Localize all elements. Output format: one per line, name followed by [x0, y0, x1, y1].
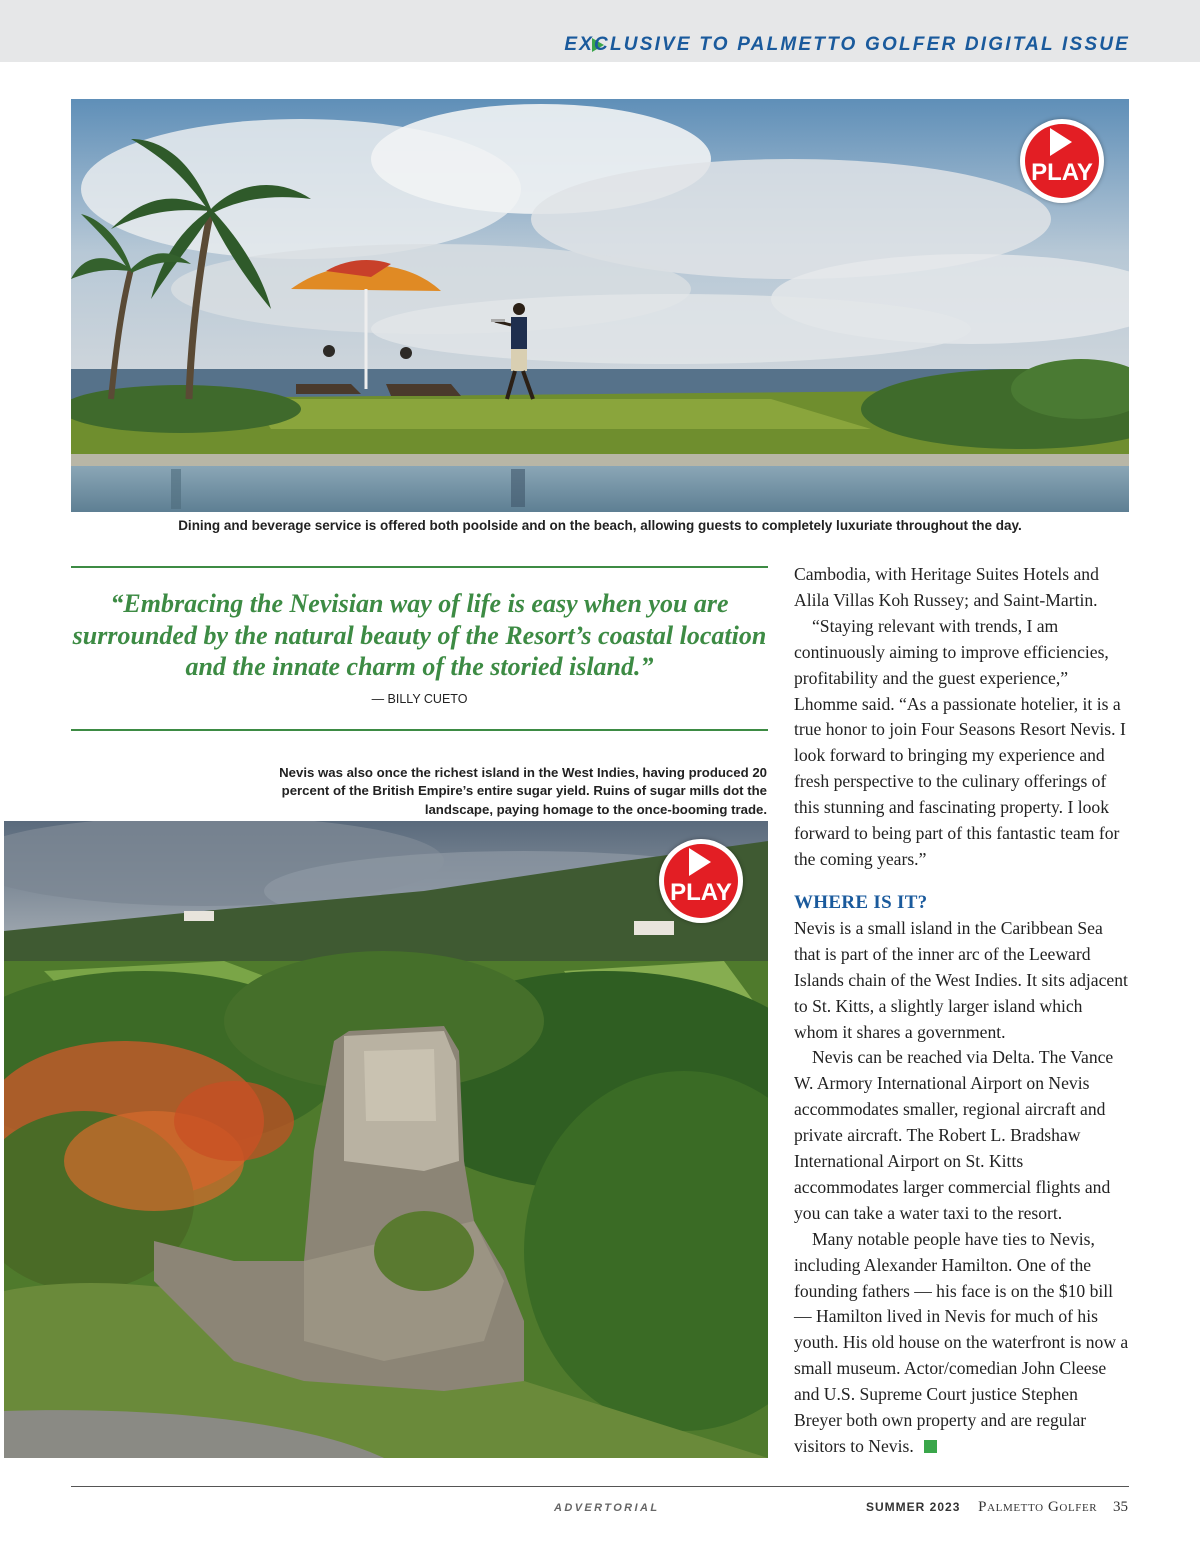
pullquote-bottom-rule [71, 729, 768, 731]
article-paragraph: Nevis can be reached via Delta. The Vance W. Armory International Airport on Nevis accommodates smaller, regional aircraft and private aircraft. The Robert L. Bradshaw International Airport on St. Kitts accommodates larger commercial flights and you can take a water taxi to the resort. [794, 1047, 1114, 1223]
article-paragraph: “Staying relevant with trends, I am continuously aiming to improve efficiencies, profitability and the guest experience,” Lhomme said. “As a passionate hotelier, it is a true honor to join Four Seasons Resort Nevis. I look forward to bringing my experience and fresh perspective to the culinary offerings of this stunning and fascinating property. I look forward to being part of this fantastic team for the coming years.” [794, 615, 1126, 869]
article-paragraph: Cambodia, with Heritage Suites Hotels and Alila Villas Koh Russey; and Saint-Martin. [794, 564, 1099, 610]
footer-section-label: ADVERTORIAL [554, 1502, 660, 1514]
section-heading: WHERE IS IT? [794, 891, 928, 913]
sugar-mill-ruin-photo [4, 821, 768, 1458]
hero-photo [71, 99, 1129, 512]
footer-rule [71, 1486, 1129, 1487]
ruin-play-button[interactable] [659, 839, 743, 923]
pullquote-top-rule [71, 566, 768, 568]
article-paragraph: Nevis is a small island in the Caribbean Sea that is part of the inner arc of the Leeward Islands chain of the West Indies. It sits adjacent to St. Kitts, a slightly larger island which whom it shares a government. [794, 917, 1128, 1042]
footer-folio [866, 1499, 1128, 1516]
pullquote-text: “Embracing the Nevisian way of life is easy when you are surrounded by the natural beauty of the Resort’s coastal location and the innate charm of the storied island.” [72, 589, 767, 681]
footer-magazine-name: Palmetto Golfer [978, 1499, 1098, 1515]
footer-season: SUMMER 2023 [866, 1500, 961, 1514]
play-icon [1050, 128, 1072, 156]
hero-caption: Dining and beverage service is offered both poolside and on the beach, allowing guests to completely luxuriate throughout the day. [178, 518, 1022, 533]
article-paragraph-text: Many notable people have ties to Nevis, including Alexander Hamilton. One of the founding fathers — his face is on the $10 bill — Hamilton lived in Nevis for much of his youth. His old house on the waterfront is now a small museum. Actor/comedian John Cleese and U.S. Supreme Court justice Stephen Breyer both own property and are regular visitors to Nevis. [794, 1228, 1129, 1456]
hero-play-button[interactable] [1020, 119, 1104, 203]
article-paragraph-last [794, 1227, 1130, 1460]
play-button-label: PLAY [1031, 159, 1093, 186]
top-banner [0, 0, 1200, 62]
pullquote-attribution: — BILLY CUETO [371, 692, 468, 706]
banner-label: EXCLUSIVE TO PALMETTO GOLFER DIGITAL ISSUE [564, 34, 1130, 55]
footer-page-number: 35 [1113, 1499, 1128, 1515]
ruin-caption: Nevis was also once the richest island in the West Indies, having produced 20 percent of the British Empire’s entire sugar yield. Ruins of sugar mills dot the landscape, paying homage to the once-booming trade. [279, 765, 767, 817]
article-column [794, 562, 1130, 1460]
play-icon [689, 848, 711, 876]
play-button-label: PLAY [670, 879, 732, 906]
end-square-icon [924, 1440, 937, 1453]
